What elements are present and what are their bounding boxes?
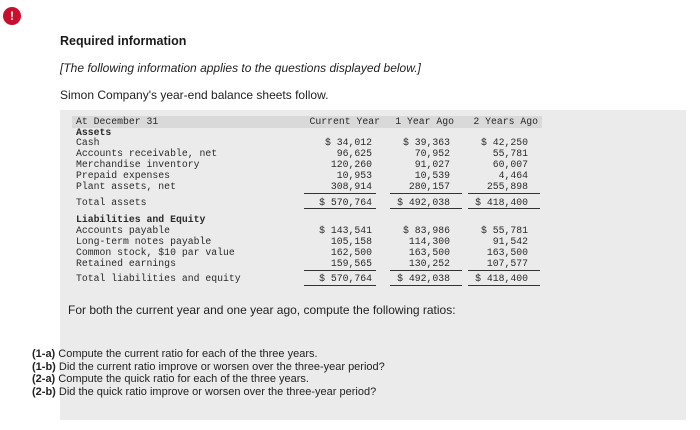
header-current-year: Current Year <box>309 116 380 127</box>
question-tag: (1-b) <box>32 360 56 373</box>
cell-y2: 91,542 <box>492 236 528 247</box>
cell-cy: $ 143,541 <box>319 225 372 236</box>
cell-y1: $ 492,038 <box>397 273 450 284</box>
cell-y2: $ 418,400 <box>475 273 528 284</box>
total-rule <box>304 193 376 194</box>
question-1a <box>32 348 385 361</box>
cell-cy: 105,158 <box>330 236 372 247</box>
row-label: Prepaid expenses <box>76 170 171 181</box>
cell-y1: 91,027 <box>414 159 450 170</box>
question-tag: (1-a) <box>32 348 56 360</box>
row-label: Cash <box>76 137 100 148</box>
total-rule <box>390 285 462 286</box>
total-rule <box>304 208 376 209</box>
row-label: Total liabilities and equity <box>76 273 241 284</box>
cell-y1: 10,539 <box>414 170 450 181</box>
cell-cy: 162,500 <box>330 247 372 258</box>
header-label: At December 31 <box>76 116 159 127</box>
question-1b <box>32 361 385 374</box>
cell-y2: 255,898 <box>486 181 528 192</box>
alert-icon: ! <box>3 7 21 25</box>
question-tag: (2-b) <box>32 385 56 398</box>
cell-cy: 10,953 <box>336 170 372 181</box>
header-1-year-ago: 1 Year Ago <box>395 116 454 127</box>
question-list <box>32 348 385 398</box>
row-label: Total assets <box>76 197 147 208</box>
question-text: Compute the quick ratio for each of the three years. <box>55 373 309 386</box>
row-label: Assets <box>76 127 112 138</box>
total-rule <box>468 270 540 271</box>
row-label: Accounts receivable, net <box>76 148 218 159</box>
total-rule <box>390 193 462 194</box>
ratio-prompt: For both the current year and one year ago, compute the following ratios: <box>68 303 456 317</box>
cell-y2: 163,500 <box>486 247 528 258</box>
row-label: Accounts payable <box>76 225 171 236</box>
cell-y1: 163,500 <box>408 247 450 258</box>
cell-y2: 107,577 <box>486 258 528 269</box>
question-text: Did the current ratio improve or worsen over the three-year period? <box>55 360 385 373</box>
total-rule <box>468 285 540 286</box>
cell-y1: 70,952 <box>414 148 450 159</box>
total-rule <box>468 193 540 194</box>
cell-cy: 120,260 <box>330 159 372 170</box>
cell-cy: $ 34,012 <box>324 137 372 148</box>
row-label: Plant assets, net <box>76 181 176 192</box>
info-note: [The following information applies to the questions displayed below.] <box>60 61 421 75</box>
cell-y1: $ 39,363 <box>402 137 450 148</box>
total-rule <box>390 270 462 271</box>
cell-y2: $ 418,400 <box>475 197 528 208</box>
row-label: Common stock, $10 par value <box>76 247 235 258</box>
question-2a <box>32 373 385 386</box>
cell-y1: $ 492,038 <box>397 197 450 208</box>
intro-text: Simon Company's year-end balance sheets follow. <box>60 88 329 102</box>
cell-cy: $ 570,764 <box>319 197 372 208</box>
cell-y1: $ 83,986 <box>402 225 450 236</box>
cell-y2: 55,781 <box>492 148 528 159</box>
question-text: Compute the current ratio for each of the three years. <box>55 348 318 360</box>
cell-cy: $ 570,764 <box>319 273 372 284</box>
required-information-heading: Required information <box>60 34 187 48</box>
cell-cy: 96,625 <box>336 148 372 159</box>
cell-y1: 280,157 <box>408 181 450 192</box>
row-label: Retained earnings <box>76 258 176 269</box>
cell-y1: 114,300 <box>408 236 450 247</box>
question-2b <box>32 386 385 399</box>
total-rule <box>304 285 376 286</box>
question-text: Did the quick ratio improve or worsen over the three-year period? <box>55 385 377 398</box>
cell-cy: 159,565 <box>330 258 372 269</box>
question-tag: (2-a) <box>32 373 56 386</box>
total-rule <box>468 208 540 209</box>
total-rule <box>390 208 462 209</box>
cell-y2: $ 55,781 <box>480 225 528 236</box>
row-label: Long-term notes payable <box>76 236 212 247</box>
balance-sheet-table <box>72 116 542 288</box>
cell-y2: $ 42,250 <box>480 137 528 148</box>
cell-y2: 4,464 <box>498 170 528 181</box>
header-2-years-ago: 2 Years Ago <box>473 116 538 127</box>
row-label: Merchandise inventory <box>76 159 200 170</box>
cell-cy: 308,914 <box>330 181 372 192</box>
cell-y1: 130,252 <box>408 258 450 269</box>
total-rule <box>304 270 376 271</box>
row-label: Liabilities and Equity <box>76 214 206 225</box>
cell-y2: 60,007 <box>492 159 528 170</box>
